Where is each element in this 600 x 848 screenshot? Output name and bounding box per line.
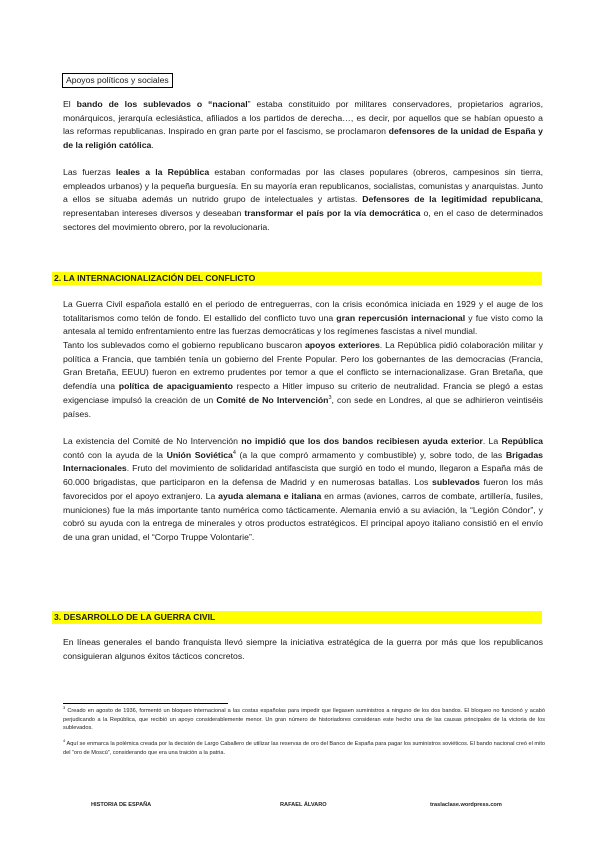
footer-website: traslaclase.wordpress.com xyxy=(430,802,502,808)
text-run: y fue visto como la antesala al temido enfrentamiento entre las fuerzas democráticas y los regímenes fascistas a nivel mundial. xyxy=(63,312,544,337)
footnote-ref: 4 xyxy=(232,449,236,456)
paragraph-republican-side xyxy=(63,166,543,235)
bold-text: no impidió que los dos bandos recibiesen ayuda exterior xyxy=(241,436,483,446)
bold-text: Brigadas Internacionales xyxy=(63,449,543,474)
text-run: ” estaba constituido por militares conservadores, propietarios agrarios, monárquicos, jerarquía eclesiástica, afiliados a los partidos de derecha…, es decir, por aquellos que se habían opuesto a las reformas republicanas. Inspirado en gran parte por el fascismo, se proclamaron xyxy=(63,99,544,137)
bold-text: bando de los sublevados o “nacional xyxy=(76,99,248,109)
footnote-separator xyxy=(63,703,228,704)
footnote-ref: 3 xyxy=(328,394,332,401)
paragraph-international-context xyxy=(63,298,543,339)
text-run: Aquí se enmarca la polémica creada por la decisión de Largo Caballero de utilizar las reservas de oro del Banco de España para pagar los suministros soviéticos. El bando nacional creó el mito del “oro de Moscú”, considerando que era una traición a la patria. xyxy=(63,741,545,756)
paragraph-non-intervention xyxy=(63,435,543,545)
bold-text: gran repercusión internacional xyxy=(336,312,466,323)
text-run: en armas (aviones, carros de combate, artillería, fusiles, municiones) fue la más importante tanto numérica como tácticamente. Alemania envió a su aviación, la “Legión Cóndor”, y cobró su ayuda con la entrega de minerales y otros productos estratégicos. El principal apoyo italiano consistió en el envío de una gran unidad, el “Corpo Truppe Volontarie”. xyxy=(63,490,543,542)
text-run: En líneas generales el bando franquista llevó siempre la iniciativa estratégica de la guerra por más que los republicanos consiguieran algunos éxitos tácticos concretos. xyxy=(63,637,543,661)
paragraph-foreign-support xyxy=(63,339,543,421)
footnote-4 xyxy=(63,740,545,757)
text-run: La existencia del Comité de No Intervención xyxy=(63,436,242,446)
bold-text: apoyos exteriores xyxy=(304,340,380,350)
text-run: o, en el caso de determinados sectores del movimiento obrero, por la revolucionaria. xyxy=(63,208,543,232)
text-run: . La xyxy=(482,436,502,446)
bold-text: sublevados xyxy=(432,477,480,488)
section-title-internationalization: 2. LA INTERNACIONALIZACIÓN DEL CONFLICTO xyxy=(52,272,542,285)
footnote-ref: 4 xyxy=(63,738,66,744)
text-run: , con sede en Londres, al que se adhirieron veintiséis países. xyxy=(63,394,543,419)
bold-text: defensores de la unidad de España y de la religión católica xyxy=(63,126,544,151)
footnote-ref: 3 xyxy=(63,705,66,711)
text-run: . La República pidió colaboración militar y política a Francia, que también tenía un gobierno del Frente Popular. Pero los gobernantes de las democracias (Francia, Gran Bretaña, EEUU) fueron en extremo prudentes por temor a que el conflicto se internacionalizase. Gran Bretaña, que defendía una xyxy=(63,340,543,392)
footer-subject: HISTORIA DE ESPAÑA xyxy=(91,802,152,808)
text-run: Las fuerzas xyxy=(63,167,116,177)
text-run: Tanto los sublevados como el gobierno republicano buscaron xyxy=(63,340,305,350)
text-run: . Fruto del movimiento de solidaridad antifascista que surgió en todo el mundo, llegaron a España más de 60.000 brigadistas, que participaron en la defensa de Madrid y en numerosas batallas. Los xyxy=(63,463,543,488)
section-title-war-development: 3. DESARROLLO DE LA GUERRA CIVIL xyxy=(52,611,542,624)
text-run: . xyxy=(151,140,154,151)
page-footer xyxy=(0,802,600,812)
text-run: , representaban intereses diversos y deseaban xyxy=(63,194,544,219)
bold-text: Unión Soviética xyxy=(166,449,233,460)
text-run: La Guerra Civil española estalló en el periodo de entreguerras, con la crisis económica iniciada en 1929 y el auge de los totalitarismos como telón de fondo. El estallido del conflicto tuvo una xyxy=(63,299,543,323)
text-run: (a la que compró armamento y combustible) y, sobre todo, de las xyxy=(235,449,506,460)
bold-text: República xyxy=(501,436,543,446)
footnote-3 xyxy=(63,707,545,733)
bold-text: Defensores de la legitimidad republicana xyxy=(362,194,541,205)
text-run: estaban conformadas por las clases populares (obreros, campesinos sin tierra, empleados urbanos) y la pequeña burguesía. En su mayoría eran republicanos, socialistas, comunistas y anarquistas. Junto a ellos se situaba además un nutrido grupo de intelectuales y artistas. xyxy=(63,167,543,205)
paragraph-nationalist-side xyxy=(63,98,543,153)
bold-text: política de apaciguamiento xyxy=(118,381,233,392)
text-run: fueron los más favorecidos por el apoyo extranjero. La xyxy=(63,477,543,501)
text-run: contó con la ayuda de la xyxy=(63,449,167,460)
text-run: Creado en agosto de 1936, formentó un bloqueo internacional a las costas españolas para impedir que llegasen suministros a ninguno de los dos bandos. El bloqueo no funcionó y acabó perjudicando a la República, que recibió un apoyo considerablemente menor. Un gran número de historiadores consideran este hecho una de las causas principales de la victoria de los sublevados. xyxy=(63,708,545,731)
footer-author: RAFAEL ÁLVARO xyxy=(280,802,327,808)
text-run: respecto a Hitler impuso su criterio de neutralidad. Francia se plegó a estas exigenciase impulsó la creación de un xyxy=(63,381,544,405)
paragraph-war-development xyxy=(63,636,543,663)
subsection-heading: Apoyos políticos y sociales xyxy=(62,73,173,88)
bold-text: Comité de No Intervención xyxy=(216,394,329,405)
bold-text: leales a la República xyxy=(115,167,210,177)
text-run: El xyxy=(63,99,77,109)
bold-text: transformar el país por la vía democrática xyxy=(244,208,421,219)
bold-text: ayuda alemana e italiana xyxy=(218,490,322,501)
